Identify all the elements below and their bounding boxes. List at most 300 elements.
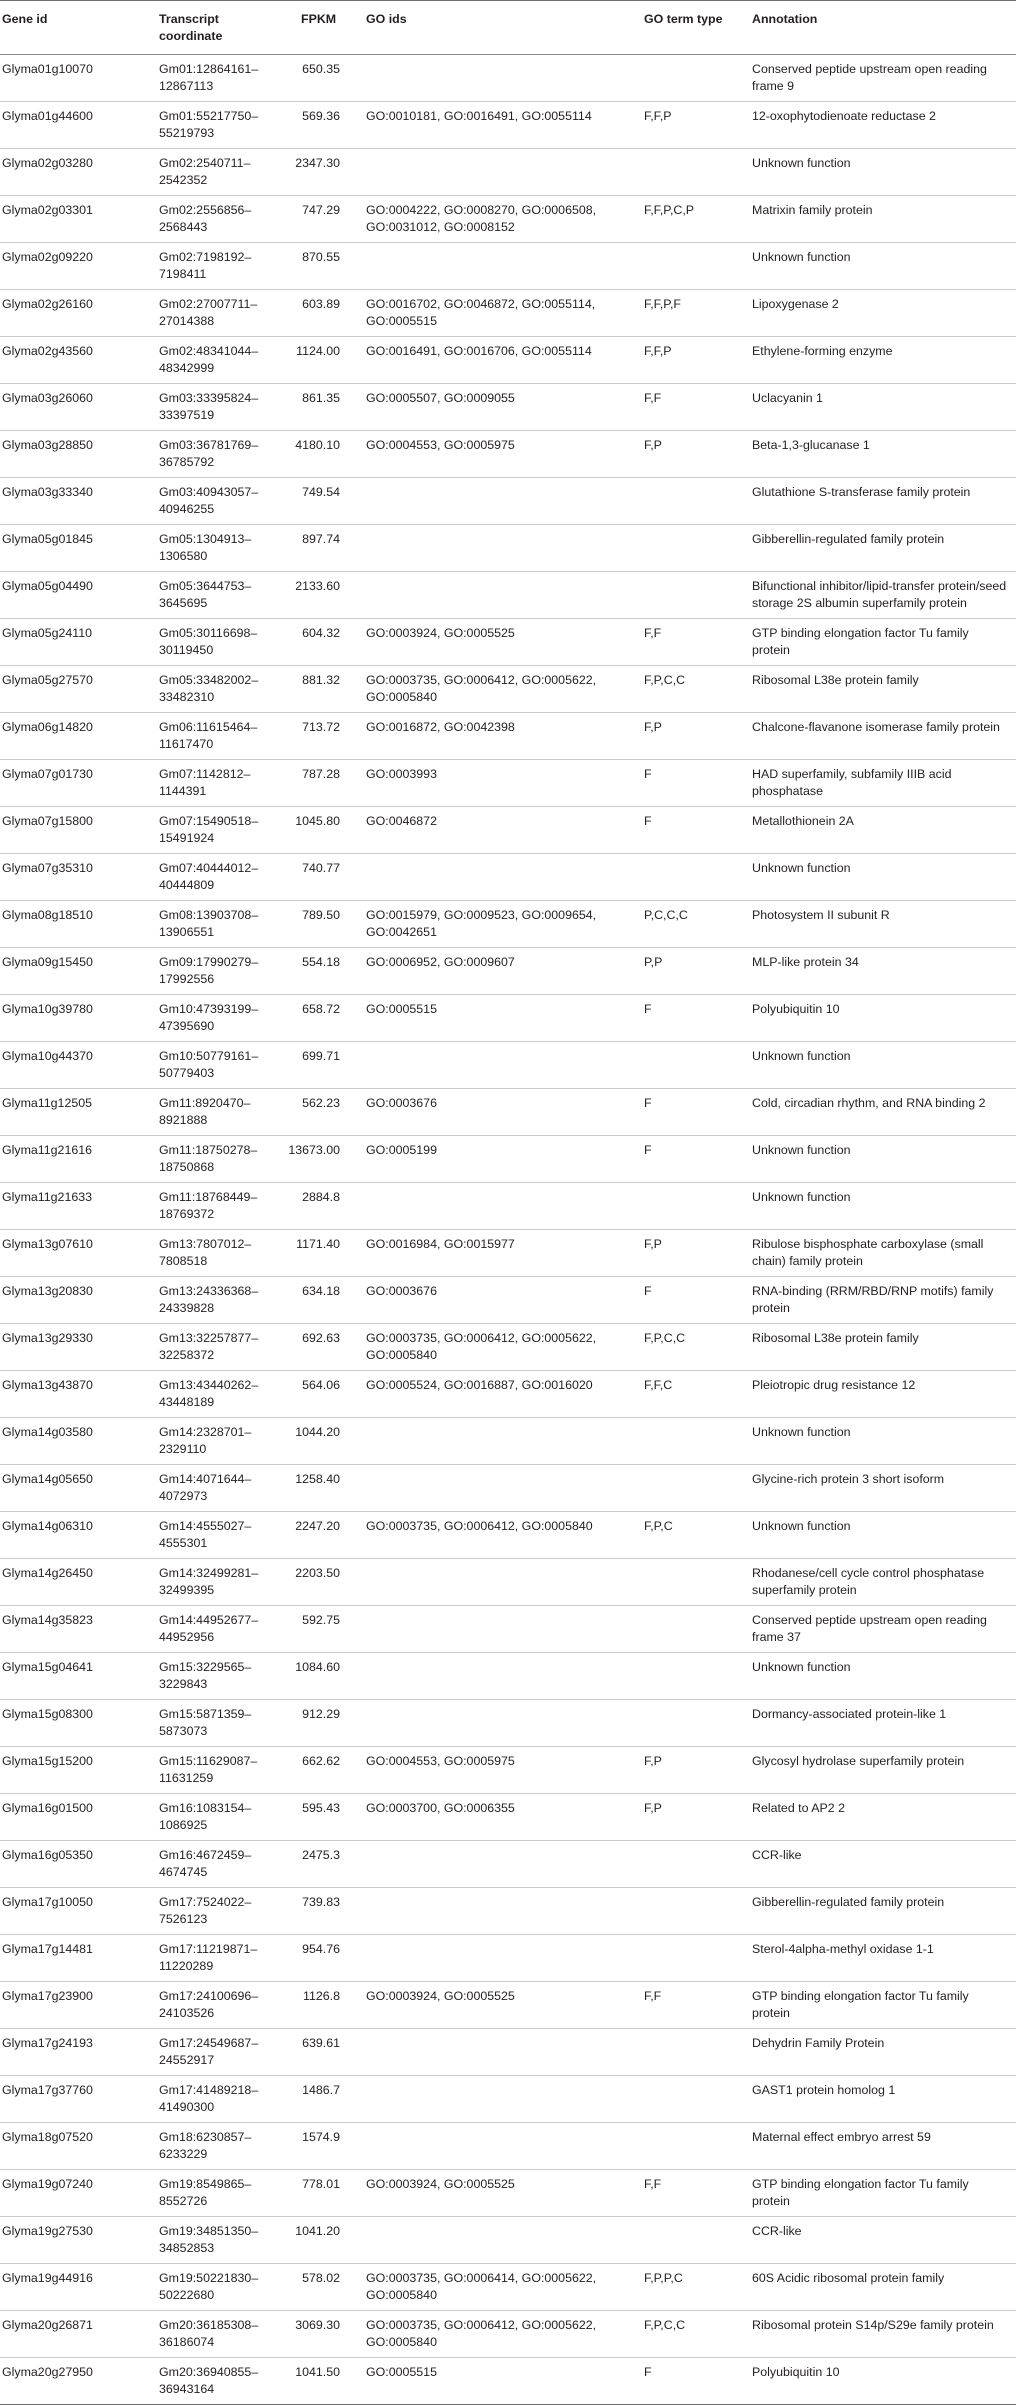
cell-fpkm: 1045.80 bbox=[274, 807, 366, 854]
cell-fpkm: 592.75 bbox=[274, 1606, 366, 1653]
cell-transcript-coordinate: Gm13:32257877–32258372 bbox=[159, 1324, 274, 1371]
cell-go-term-type: F,P bbox=[644, 1230, 752, 1277]
cell-go-ids: GO:0005507, GO:0009055 bbox=[366, 384, 644, 431]
cell-gene-id: Glyma13g29330 bbox=[0, 1324, 159, 1371]
cell-go-term-type: P,P bbox=[644, 948, 752, 995]
cell-gene-id: Glyma16g05350 bbox=[0, 1841, 159, 1888]
cell-transcript-coordinate: Gm19:34851350–34852853 bbox=[159, 2217, 274, 2264]
cell-annotation: Gibberellin-regulated family protein bbox=[752, 525, 1016, 572]
cell-transcript-coordinate: Gm19:8549865–8552726 bbox=[159, 2170, 274, 2217]
cell-transcript-coordinate: Gm07:15490518–15491924 bbox=[159, 807, 274, 854]
cell-go-ids: GO:0005524, GO:0016887, GO:0016020 bbox=[366, 1371, 644, 1418]
table-row bbox=[0, 1700, 1016, 1747]
cell-transcript-coordinate: Gm13:24336368–24339828 bbox=[159, 1277, 274, 1324]
cell-gene-id: Glyma11g21633 bbox=[0, 1183, 159, 1230]
cell-go-ids bbox=[366, 1888, 644, 1935]
cell-fpkm: 564.06 bbox=[274, 1371, 366, 1418]
table-row bbox=[0, 1418, 1016, 1465]
header-transcript-coordinate: Transcript coordinate bbox=[159, 1, 274, 55]
cell-go-ids bbox=[366, 1042, 644, 1089]
cell-transcript-coordinate: Gm17:24549687–24552917 bbox=[159, 2029, 274, 2076]
table-row bbox=[0, 525, 1016, 572]
table-row bbox=[0, 666, 1016, 713]
cell-annotation: Maternal effect embryo arrest 59 bbox=[752, 2123, 1016, 2170]
cell-transcript-coordinate: Gm15:3229565–3229843 bbox=[159, 1653, 274, 1700]
cell-gene-id: Glyma01g10070 bbox=[0, 55, 159, 102]
table-row bbox=[0, 1042, 1016, 1089]
cell-fpkm: 13673.00 bbox=[274, 1136, 366, 1183]
cell-go-term-type bbox=[644, 1042, 752, 1089]
cell-go-ids: GO:0003676 bbox=[366, 1277, 644, 1324]
cell-fpkm: 569.36 bbox=[274, 102, 366, 149]
cell-gene-id: Glyma13g07610 bbox=[0, 1230, 159, 1277]
cell-fpkm: 639.61 bbox=[274, 2029, 366, 2076]
cell-transcript-coordinate: Gm13:7807012–7808518 bbox=[159, 1230, 274, 1277]
table-row bbox=[0, 1747, 1016, 1794]
cell-gene-id: Glyma01g44600 bbox=[0, 102, 159, 149]
cell-transcript-coordinate: Gm02:2556856–2568443 bbox=[159, 196, 274, 243]
cell-fpkm: 1574.9 bbox=[274, 2123, 366, 2170]
cell-annotation: Dehydrin Family Protein bbox=[752, 2029, 1016, 2076]
cell-gene-id: Glyma10g39780 bbox=[0, 995, 159, 1042]
cell-gene-id: Glyma05g27570 bbox=[0, 666, 159, 713]
cell-fpkm: 2475.3 bbox=[274, 1841, 366, 1888]
cell-annotation: Unknown function bbox=[752, 1136, 1016, 1183]
cell-transcript-coordinate: Gm15:11629087–11631259 bbox=[159, 1747, 274, 1794]
cell-annotation: 12-oxophytodienoate reductase 2 bbox=[752, 102, 1016, 149]
cell-fpkm: 2247.20 bbox=[274, 1512, 366, 1559]
table-row bbox=[0, 2029, 1016, 2076]
cell-go-term-type: F,F bbox=[644, 384, 752, 431]
cell-go-term-type: P,C,C,C bbox=[644, 901, 752, 948]
cell-transcript-coordinate: Gm10:50779161–50779403 bbox=[159, 1042, 274, 1089]
cell-go-term-type bbox=[644, 478, 752, 525]
cell-fpkm: 3069.30 bbox=[274, 2311, 366, 2358]
table-row bbox=[0, 1324, 1016, 1371]
cell-go-term-type bbox=[644, 1653, 752, 1700]
cell-transcript-coordinate: Gm02:48341044–48342999 bbox=[159, 337, 274, 384]
cell-gene-id: Glyma09g15450 bbox=[0, 948, 159, 995]
cell-annotation: Polyubiquitin 10 bbox=[752, 2358, 1016, 2405]
cell-transcript-coordinate: Gm16:4672459–4674745 bbox=[159, 1841, 274, 1888]
cell-go-ids bbox=[366, 2076, 644, 2123]
table-row bbox=[0, 713, 1016, 760]
cell-fpkm: 650.35 bbox=[274, 55, 366, 102]
table-row bbox=[0, 2123, 1016, 2170]
cell-fpkm: 595.43 bbox=[274, 1794, 366, 1841]
cell-gene-id: Glyma13g20830 bbox=[0, 1277, 159, 1324]
cell-go-term-type bbox=[644, 2029, 752, 2076]
cell-go-term-type: F,F,P bbox=[644, 102, 752, 149]
cell-transcript-coordinate: Gm10:47393199–47395690 bbox=[159, 995, 274, 1042]
cell-annotation: 60S Acidic ribosomal protein family bbox=[752, 2264, 1016, 2311]
cell-transcript-coordinate: Gm15:5871359–5873073 bbox=[159, 1700, 274, 1747]
cell-go-term-type: F,P,C,C bbox=[644, 2311, 752, 2358]
cell-go-ids: GO:0003735, GO:0006412, GO:0005622, GO:0005840 bbox=[366, 1324, 644, 1371]
cell-annotation: CCR-like bbox=[752, 2217, 1016, 2264]
cell-fpkm: 897.74 bbox=[274, 525, 366, 572]
cell-go-term-type: F bbox=[644, 2358, 752, 2405]
cell-gene-id: Glyma06g14820 bbox=[0, 713, 159, 760]
cell-annotation: Related to AP2 2 bbox=[752, 1794, 1016, 1841]
table-body bbox=[0, 55, 1016, 2405]
cell-gene-id: Glyma17g24193 bbox=[0, 2029, 159, 2076]
cell-gene-id: Glyma14g35823 bbox=[0, 1606, 159, 1653]
cell-transcript-coordinate: Gm14:44952677–44952956 bbox=[159, 1606, 274, 1653]
cell-transcript-coordinate: Gm14:4071644–4072973 bbox=[159, 1465, 274, 1512]
cell-go-term-type bbox=[644, 854, 752, 901]
cell-gene-id: Glyma20g26871 bbox=[0, 2311, 159, 2358]
cell-annotation: Gibberellin-regulated family protein bbox=[752, 1888, 1016, 1935]
cell-annotation: Conserved peptide upstream open reading frame 37 bbox=[752, 1606, 1016, 1653]
cell-gene-id: Glyma17g37760 bbox=[0, 2076, 159, 2123]
table-row bbox=[0, 2217, 1016, 2264]
cell-go-term-type: F,F,P bbox=[644, 337, 752, 384]
table-row bbox=[0, 1230, 1016, 1277]
cell-go-term-type bbox=[644, 1559, 752, 1606]
table-row bbox=[0, 337, 1016, 384]
cell-go-ids bbox=[366, 1841, 644, 1888]
cell-fpkm: 739.83 bbox=[274, 1888, 366, 1935]
cell-annotation: GAST1 protein homolog 1 bbox=[752, 2076, 1016, 2123]
cell-fpkm: 747.29 bbox=[274, 196, 366, 243]
cell-go-term-type: F,F,P,F bbox=[644, 290, 752, 337]
cell-transcript-coordinate: Gm11:18750278–18750868 bbox=[159, 1136, 274, 1183]
cell-transcript-coordinate: Gm02:27007711–27014388 bbox=[159, 290, 274, 337]
cell-fpkm: 954.76 bbox=[274, 1935, 366, 1982]
cell-go-term-type bbox=[644, 2217, 752, 2264]
cell-fpkm: 604.32 bbox=[274, 619, 366, 666]
table-row bbox=[0, 2264, 1016, 2311]
cell-transcript-coordinate: Gm02:2540711–2542352 bbox=[159, 149, 274, 196]
cell-annotation: Unknown function bbox=[752, 149, 1016, 196]
cell-fpkm: 787.28 bbox=[274, 760, 366, 807]
cell-annotation: Matrixin family protein bbox=[752, 196, 1016, 243]
header-go-ids: GO ids bbox=[366, 1, 644, 55]
cell-go-ids bbox=[366, 1559, 644, 1606]
cell-annotation: GTP binding elongation factor Tu family protein bbox=[752, 1982, 1016, 2029]
cell-fpkm: 912.29 bbox=[274, 1700, 366, 1747]
cell-transcript-coordinate: Gm03:33395824–33397519 bbox=[159, 384, 274, 431]
cell-fpkm: 861.35 bbox=[274, 384, 366, 431]
cell-annotation: CCR-like bbox=[752, 1841, 1016, 1888]
cell-go-ids: GO:0046872 bbox=[366, 807, 644, 854]
cell-gene-id: Glyma19g07240 bbox=[0, 2170, 159, 2217]
cell-go-ids: GO:0003700, GO:0006355 bbox=[366, 1794, 644, 1841]
cell-go-ids bbox=[366, 1700, 644, 1747]
cell-fpkm: 1486.7 bbox=[274, 2076, 366, 2123]
table-row bbox=[0, 619, 1016, 666]
cell-go-ids: GO:0003735, GO:0006412, GO:0005840 bbox=[366, 1512, 644, 1559]
cell-go-term-type: F,P,P,C bbox=[644, 2264, 752, 2311]
cell-transcript-coordinate: Gm19:50221830–50222680 bbox=[159, 2264, 274, 2311]
cell-go-term-type bbox=[644, 1183, 752, 1230]
cell-fpkm: 634.18 bbox=[274, 1277, 366, 1324]
cell-annotation: HAD superfamily, subfamily IIIB acid phosphatase bbox=[752, 760, 1016, 807]
cell-fpkm: 662.62 bbox=[274, 1747, 366, 1794]
cell-annotation: Ribulose bisphosphate carboxylase (small chain) family protein bbox=[752, 1230, 1016, 1277]
table-row bbox=[0, 1888, 1016, 1935]
cell-go-term-type: F,F,P,C,P bbox=[644, 196, 752, 243]
cell-gene-id: Glyma17g14481 bbox=[0, 1935, 159, 1982]
cell-annotation: Polyubiquitin 10 bbox=[752, 995, 1016, 1042]
cell-annotation: Metallothionein 2A bbox=[752, 807, 1016, 854]
table-row bbox=[0, 431, 1016, 478]
cell-go-term-type bbox=[644, 149, 752, 196]
cell-annotation: Glycine-rich protein 3 short isoform bbox=[752, 1465, 1016, 1512]
table-row bbox=[0, 290, 1016, 337]
cell-go-ids bbox=[366, 478, 644, 525]
cell-annotation: Unknown function bbox=[752, 243, 1016, 290]
cell-gene-id: Glyma02g03301 bbox=[0, 196, 159, 243]
cell-annotation: Unknown function bbox=[752, 1653, 1016, 1700]
cell-annotation: Unknown function bbox=[752, 1183, 1016, 1230]
table-row bbox=[0, 478, 1016, 525]
cell-annotation: Lipoxygenase 2 bbox=[752, 290, 1016, 337]
cell-annotation: MLP-like protein 34 bbox=[752, 948, 1016, 995]
cell-annotation: Beta-1,3-glucanase 1 bbox=[752, 431, 1016, 478]
cell-go-term-type: F,P,C,C bbox=[644, 666, 752, 713]
cell-gene-id: Glyma03g26060 bbox=[0, 384, 159, 431]
cell-annotation: RNA-binding (RRM/RBD/RNP motifs) family protein bbox=[752, 1277, 1016, 1324]
table-row bbox=[0, 2170, 1016, 2217]
cell-go-ids bbox=[366, 1606, 644, 1653]
cell-transcript-coordinate: Gm17:11219871–11220289 bbox=[159, 1935, 274, 1982]
cell-go-ids: GO:0016491, GO:0016706, GO:0055114 bbox=[366, 337, 644, 384]
cell-fpkm: 1126.8 bbox=[274, 1982, 366, 2029]
cell-fpkm: 4180.10 bbox=[274, 431, 366, 478]
cell-go-term-type: F bbox=[644, 1277, 752, 1324]
cell-gene-id: Glyma11g12505 bbox=[0, 1089, 159, 1136]
cell-fpkm: 1124.00 bbox=[274, 337, 366, 384]
cell-gene-id: Glyma03g33340 bbox=[0, 478, 159, 525]
cell-transcript-coordinate: Gm20:36940855–36943164 bbox=[159, 2358, 274, 2405]
cell-go-term-type bbox=[644, 1700, 752, 1747]
cell-go-ids: GO:0003676 bbox=[366, 1089, 644, 1136]
cell-go-ids bbox=[366, 525, 644, 572]
cell-gene-id: Glyma07g15800 bbox=[0, 807, 159, 854]
cell-go-ids: GO:0005199 bbox=[366, 1136, 644, 1183]
table-row bbox=[0, 1136, 1016, 1183]
cell-gene-id: Glyma15g08300 bbox=[0, 1700, 159, 1747]
cell-go-ids bbox=[366, 2123, 644, 2170]
table-row bbox=[0, 1841, 1016, 1888]
cell-transcript-coordinate: Gm02:7198192–7198411 bbox=[159, 243, 274, 290]
cell-go-term-type bbox=[644, 243, 752, 290]
cell-transcript-coordinate: Gm05:3644753–3645695 bbox=[159, 572, 274, 619]
cell-transcript-coordinate: Gm17:24100696–24103526 bbox=[159, 1982, 274, 2029]
cell-go-ids: GO:0004553, GO:0005975 bbox=[366, 431, 644, 478]
table-row bbox=[0, 102, 1016, 149]
cell-go-term-type bbox=[644, 1935, 752, 1982]
cell-gene-id: Glyma16g01500 bbox=[0, 1794, 159, 1841]
table-row bbox=[0, 1935, 1016, 1982]
table-row bbox=[0, 572, 1016, 619]
cell-transcript-coordinate: Gm03:36781769–36785792 bbox=[159, 431, 274, 478]
cell-annotation: Unknown function bbox=[752, 1042, 1016, 1089]
cell-gene-id: Glyma03g28850 bbox=[0, 431, 159, 478]
cell-go-term-type bbox=[644, 572, 752, 619]
cell-fpkm: 1041.20 bbox=[274, 2217, 366, 2264]
cell-go-ids bbox=[366, 1935, 644, 1982]
cell-fpkm: 578.02 bbox=[274, 2264, 366, 2311]
cell-transcript-coordinate: Gm14:2328701–2329110 bbox=[159, 1418, 274, 1465]
cell-gene-id: Glyma05g24110 bbox=[0, 619, 159, 666]
cell-fpkm: 1041.50 bbox=[274, 2358, 366, 2405]
cell-transcript-coordinate: Gm06:11615464–11617470 bbox=[159, 713, 274, 760]
cell-gene-id: Glyma15g04641 bbox=[0, 1653, 159, 1700]
cell-gene-id: Glyma17g23900 bbox=[0, 1982, 159, 2029]
cell-go-term-type: F bbox=[644, 760, 752, 807]
cell-gene-id: Glyma14g05650 bbox=[0, 1465, 159, 1512]
cell-transcript-coordinate: Gm17:41489218–41490300 bbox=[159, 2076, 274, 2123]
cell-transcript-coordinate: Gm03:40943057–40946255 bbox=[159, 478, 274, 525]
cell-annotation: Ribosomal L38e protein family bbox=[752, 666, 1016, 713]
cell-gene-id: Glyma17g10050 bbox=[0, 1888, 159, 1935]
table-row bbox=[0, 1183, 1016, 1230]
cell-go-term-type: F bbox=[644, 1089, 752, 1136]
table-row bbox=[0, 1512, 1016, 1559]
cell-gene-id: Glyma02g03280 bbox=[0, 149, 159, 196]
cell-fpkm: 2133.60 bbox=[274, 572, 366, 619]
cell-go-ids bbox=[366, 854, 644, 901]
table-row bbox=[0, 384, 1016, 431]
table-row bbox=[0, 760, 1016, 807]
cell-go-ids: GO:0003924, GO:0005525 bbox=[366, 619, 644, 666]
table-row bbox=[0, 1559, 1016, 1606]
cell-go-term-type bbox=[644, 1418, 752, 1465]
cell-annotation: Uclacyanin 1 bbox=[752, 384, 1016, 431]
table-row bbox=[0, 1982, 1016, 2029]
cell-annotation: Glycosyl hydrolase superfamily protein bbox=[752, 1747, 1016, 1794]
cell-fpkm: 778.01 bbox=[274, 2170, 366, 2217]
cell-transcript-coordinate: Gm16:1083154–1086925 bbox=[159, 1794, 274, 1841]
cell-fpkm: 749.54 bbox=[274, 478, 366, 525]
table-row bbox=[0, 2076, 1016, 2123]
cell-go-term-type: F bbox=[644, 995, 752, 1042]
cell-go-ids bbox=[366, 1653, 644, 1700]
cell-transcript-coordinate: Gm08:13903708–13906551 bbox=[159, 901, 274, 948]
header-go-term-type: GO term type bbox=[644, 1, 752, 55]
cell-fpkm: 870.55 bbox=[274, 243, 366, 290]
cell-gene-id: Glyma05g04490 bbox=[0, 572, 159, 619]
cell-annotation: Unknown function bbox=[752, 854, 1016, 901]
cell-go-ids: GO:0003735, GO:0006414, GO:0005622, GO:0005840 bbox=[366, 2264, 644, 2311]
cell-fpkm: 562.23 bbox=[274, 1089, 366, 1136]
cell-go-ids bbox=[366, 243, 644, 290]
cell-gene-id: Glyma14g26450 bbox=[0, 1559, 159, 1606]
cell-fpkm: 2884.8 bbox=[274, 1183, 366, 1230]
cell-go-ids bbox=[366, 149, 644, 196]
table-row bbox=[0, 1653, 1016, 1700]
cell-annotation: Bifunctional inhibitor/lipid-transfer protein/seed storage 2S albumin superfamily protein bbox=[752, 572, 1016, 619]
cell-go-term-type: F,P,C bbox=[644, 1512, 752, 1559]
cell-go-ids: GO:0004553, GO:0005975 bbox=[366, 1747, 644, 1794]
cell-annotation: Unknown function bbox=[752, 1418, 1016, 1465]
cell-go-term-type: F,P bbox=[644, 713, 752, 760]
cell-transcript-coordinate: Gm11:8920470–8921888 bbox=[159, 1089, 274, 1136]
cell-go-term-type bbox=[644, 1606, 752, 1653]
cell-go-ids bbox=[366, 2029, 644, 2076]
cell-go-ids: GO:0003924, GO:0005525 bbox=[366, 2170, 644, 2217]
cell-gene-id: Glyma20g27950 bbox=[0, 2358, 159, 2405]
table-row bbox=[0, 55, 1016, 102]
cell-go-term-type bbox=[644, 525, 752, 572]
cell-go-term-type: F,P bbox=[644, 431, 752, 478]
header-fpkm: FPKM bbox=[274, 1, 366, 55]
cell-gene-id: Glyma11g21616 bbox=[0, 1136, 159, 1183]
cell-gene-id: Glyma14g06310 bbox=[0, 1512, 159, 1559]
cell-transcript-coordinate: Gm13:43440262–43448189 bbox=[159, 1371, 274, 1418]
table-row bbox=[0, 2358, 1016, 2405]
cell-annotation: Ribosomal L38e protein family bbox=[752, 1324, 1016, 1371]
cell-go-term-type: F,F bbox=[644, 619, 752, 666]
table-header bbox=[0, 1, 1016, 55]
cell-fpkm: 658.72 bbox=[274, 995, 366, 1042]
cell-annotation: Conserved peptide upstream open reading frame 9 bbox=[752, 55, 1016, 102]
cell-go-term-type bbox=[644, 1888, 752, 1935]
cell-transcript-coordinate: Gm20:36185308–36186074 bbox=[159, 2311, 274, 2358]
cell-transcript-coordinate: Gm05:1304913–1306580 bbox=[159, 525, 274, 572]
cell-transcript-coordinate: Gm14:4555027–4555301 bbox=[159, 1512, 274, 1559]
cell-fpkm: 740.77 bbox=[274, 854, 366, 901]
cell-go-term-type: F,P bbox=[644, 1794, 752, 1841]
table-row bbox=[0, 1089, 1016, 1136]
table-row bbox=[0, 948, 1016, 995]
cell-go-term-type: F,P,C,C bbox=[644, 1324, 752, 1371]
cell-annotation: GTP binding elongation factor Tu family protein bbox=[752, 619, 1016, 666]
cell-fpkm: 1258.40 bbox=[274, 1465, 366, 1512]
cell-transcript-coordinate: Gm11:18768449–18769372 bbox=[159, 1183, 274, 1230]
table-row bbox=[0, 807, 1016, 854]
table-row bbox=[0, 196, 1016, 243]
cell-transcript-coordinate: Gm17:7524022–7526123 bbox=[159, 1888, 274, 1935]
cell-fpkm: 1044.20 bbox=[274, 1418, 366, 1465]
cell-transcript-coordinate: Gm09:17990279–17992556 bbox=[159, 948, 274, 995]
cell-gene-id: Glyma08g18510 bbox=[0, 901, 159, 948]
table-row bbox=[0, 1371, 1016, 1418]
table-row bbox=[0, 1606, 1016, 1653]
cell-annotation: Unknown function bbox=[752, 1512, 1016, 1559]
cell-transcript-coordinate: Gm05:30116698–30119450 bbox=[159, 619, 274, 666]
cell-go-ids bbox=[366, 1418, 644, 1465]
cell-go-ids bbox=[366, 1183, 644, 1230]
cell-annotation: Chalcone-flavanone isomerase family protein bbox=[752, 713, 1016, 760]
cell-gene-id: Glyma07g35310 bbox=[0, 854, 159, 901]
cell-transcript-coordinate: Gm07:1142812–1144391 bbox=[159, 760, 274, 807]
cell-gene-id: Glyma15g15200 bbox=[0, 1747, 159, 1794]
table-row bbox=[0, 1277, 1016, 1324]
header-gene-id: Gene id bbox=[0, 1, 159, 55]
table-row bbox=[0, 1465, 1016, 1512]
cell-go-ids: GO:0005515 bbox=[366, 995, 644, 1042]
header-row bbox=[0, 1, 1016, 55]
cell-gene-id: Glyma05g01845 bbox=[0, 525, 159, 572]
cell-go-ids: GO:0004222, GO:0008270, GO:0006508, GO:0031012, GO:0008152 bbox=[366, 196, 644, 243]
cell-fpkm: 1171.40 bbox=[274, 1230, 366, 1277]
cell-transcript-coordinate: Gm07:40444012–40444809 bbox=[159, 854, 274, 901]
cell-gene-id: Glyma19g27530 bbox=[0, 2217, 159, 2264]
header-annotation: Annotation bbox=[752, 1, 1016, 55]
cell-transcript-coordinate: Gm05:33482002–33482310 bbox=[159, 666, 274, 713]
cell-fpkm: 554.18 bbox=[274, 948, 366, 995]
cell-fpkm: 699.71 bbox=[274, 1042, 366, 1089]
cell-fpkm: 881.32 bbox=[274, 666, 366, 713]
cell-gene-id: Glyma10g44370 bbox=[0, 1042, 159, 1089]
cell-transcript-coordinate: Gm14:32499281–32499395 bbox=[159, 1559, 274, 1606]
cell-transcript-coordinate: Gm01:55217750–55219793 bbox=[159, 102, 274, 149]
cell-fpkm: 603.89 bbox=[274, 290, 366, 337]
